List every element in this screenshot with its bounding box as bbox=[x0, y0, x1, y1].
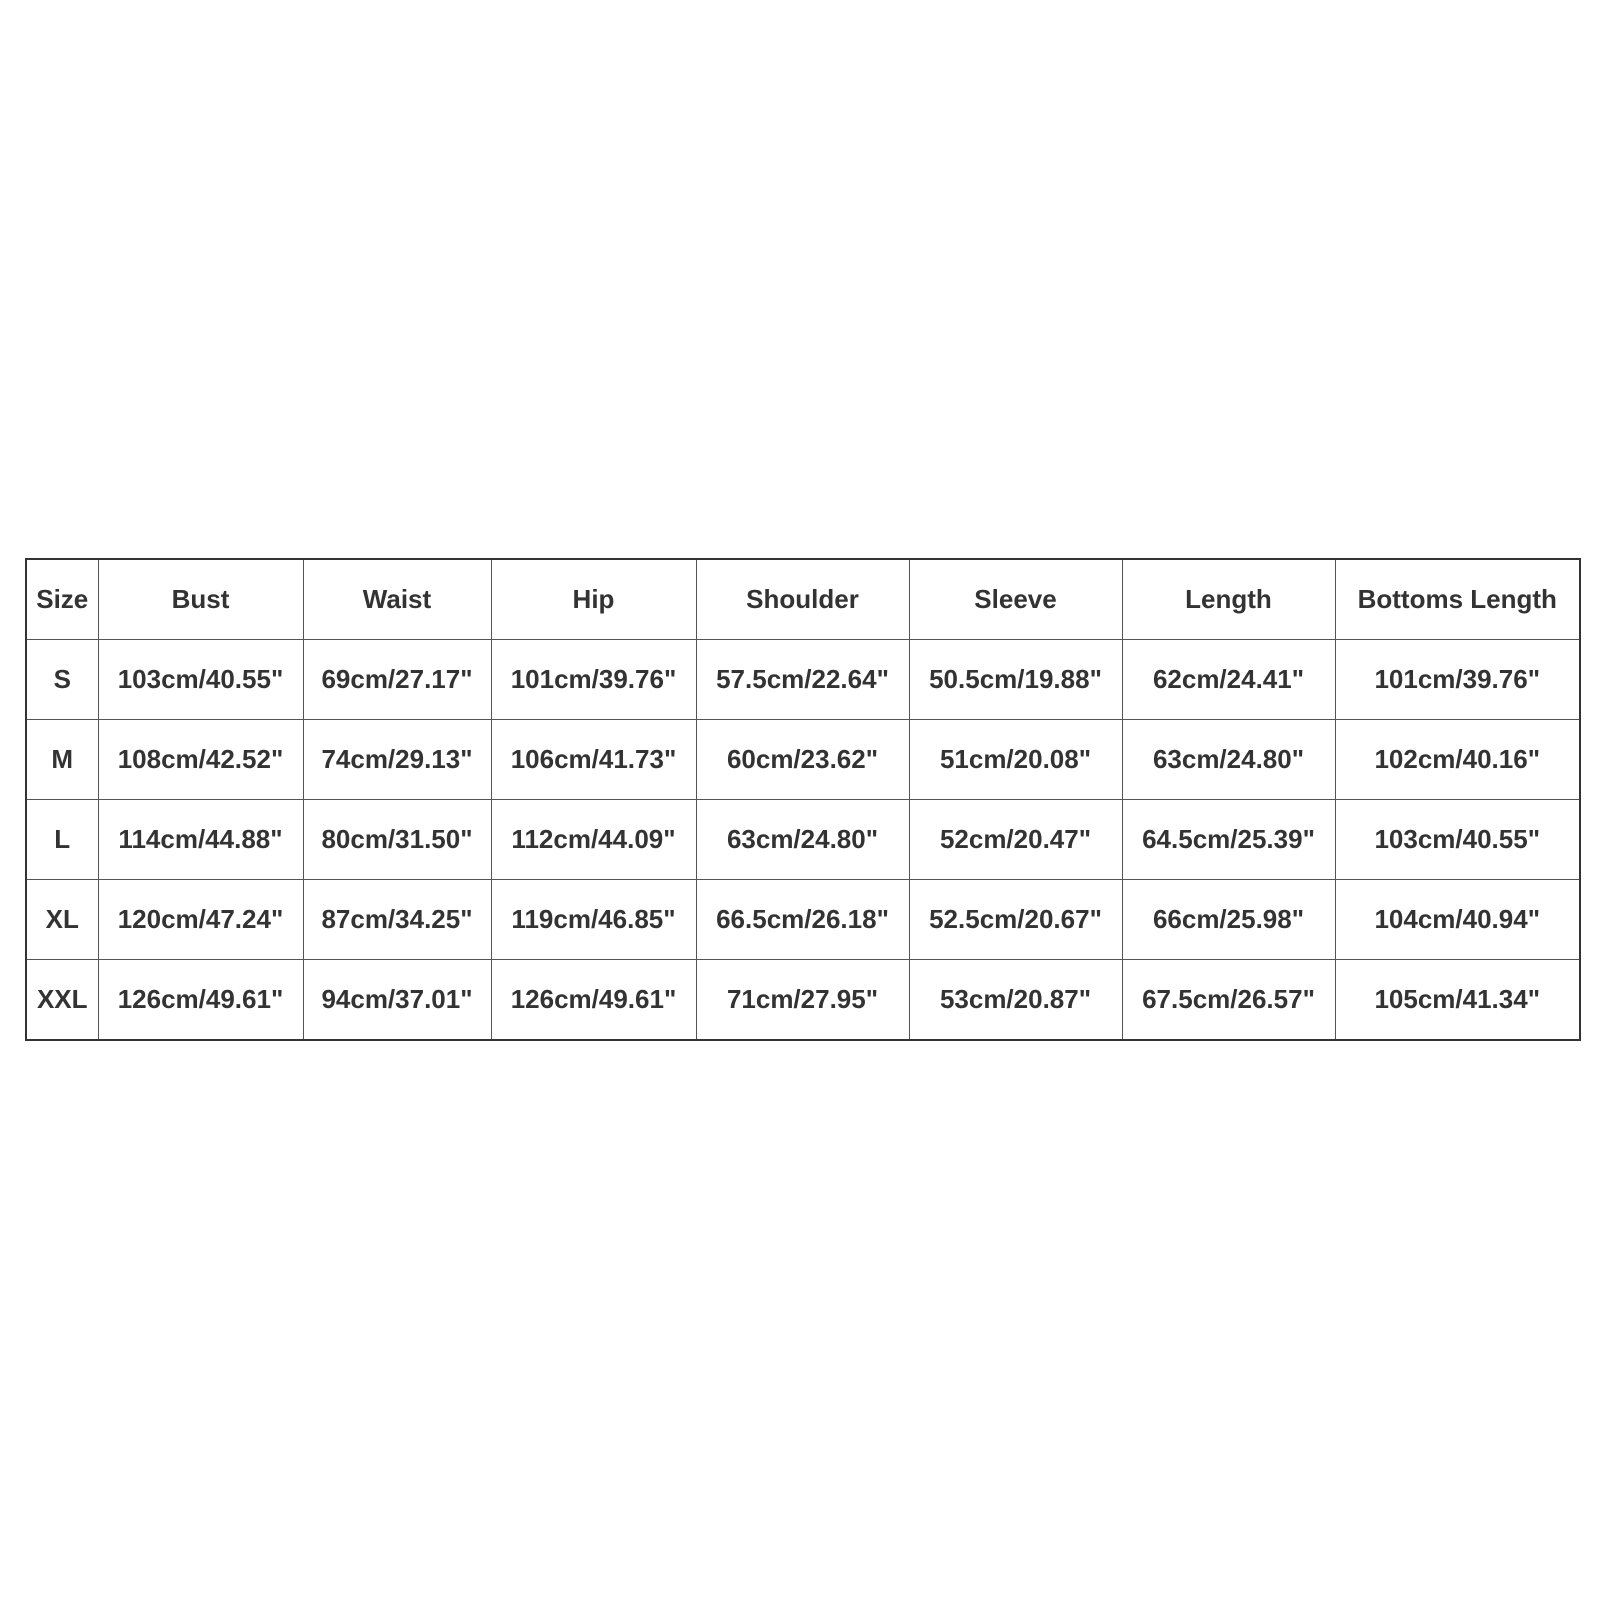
bottoms-length-cell: 103cm/40.55" bbox=[1335, 800, 1580, 880]
header-sleeve: Sleeve bbox=[909, 559, 1122, 640]
length-cell: 64.5cm/25.39" bbox=[1122, 800, 1335, 880]
bust-cell: 120cm/47.24" bbox=[98, 880, 303, 960]
waist-cell: 80cm/31.50" bbox=[303, 800, 491, 880]
sleeve-cell: 53cm/20.87" bbox=[909, 960, 1122, 1041]
header-hip: Hip bbox=[491, 559, 696, 640]
table-header-row bbox=[26, 559, 1580, 640]
length-cell: 66cm/25.98" bbox=[1122, 880, 1335, 960]
waist-cell: 94cm/37.01" bbox=[303, 960, 491, 1041]
hip-cell: 101cm/39.76" bbox=[491, 640, 696, 720]
header-bust: Bust bbox=[98, 559, 303, 640]
sleeve-cell: 52cm/20.47" bbox=[909, 800, 1122, 880]
header-length: Length bbox=[1122, 559, 1335, 640]
waist-cell: 69cm/27.17" bbox=[303, 640, 491, 720]
header-size: Size bbox=[26, 559, 98, 640]
header-bottoms-length: Bottoms Length bbox=[1335, 559, 1580, 640]
hip-cell: 106cm/41.73" bbox=[491, 720, 696, 800]
size-chart-table bbox=[25, 558, 1581, 1041]
length-cell: 63cm/24.80" bbox=[1122, 720, 1335, 800]
shoulder-cell: 66.5cm/26.18" bbox=[696, 880, 909, 960]
waist-cell: 87cm/34.25" bbox=[303, 880, 491, 960]
table-row bbox=[26, 880, 1580, 960]
size-cell: XXL bbox=[26, 960, 98, 1041]
table-row bbox=[26, 960, 1580, 1041]
table-row bbox=[26, 800, 1580, 880]
sleeve-cell: 50.5cm/19.88" bbox=[909, 640, 1122, 720]
sleeve-cell: 52.5cm/20.67" bbox=[909, 880, 1122, 960]
table-row bbox=[26, 720, 1580, 800]
table-row bbox=[26, 640, 1580, 720]
shoulder-cell: 63cm/24.80" bbox=[696, 800, 909, 880]
hip-cell: 112cm/44.09" bbox=[491, 800, 696, 880]
bottoms-length-cell: 102cm/40.16" bbox=[1335, 720, 1580, 800]
hip-cell: 119cm/46.85" bbox=[491, 880, 696, 960]
header-waist: Waist bbox=[303, 559, 491, 640]
size-cell: S bbox=[26, 640, 98, 720]
shoulder-cell: 60cm/23.62" bbox=[696, 720, 909, 800]
header-shoulder: Shoulder bbox=[696, 559, 909, 640]
length-cell: 62cm/24.41" bbox=[1122, 640, 1335, 720]
bottoms-length-cell: 104cm/40.94" bbox=[1335, 880, 1580, 960]
bottoms-length-cell: 105cm/41.34" bbox=[1335, 960, 1580, 1041]
sleeve-cell: 51cm/20.08" bbox=[909, 720, 1122, 800]
hip-cell: 126cm/49.61" bbox=[491, 960, 696, 1041]
bust-cell: 126cm/49.61" bbox=[98, 960, 303, 1041]
waist-cell: 74cm/29.13" bbox=[303, 720, 491, 800]
bust-cell: 103cm/40.55" bbox=[98, 640, 303, 720]
shoulder-cell: 71cm/27.95" bbox=[696, 960, 909, 1041]
bust-cell: 114cm/44.88" bbox=[98, 800, 303, 880]
size-cell: M bbox=[26, 720, 98, 800]
size-cell: XL bbox=[26, 880, 98, 960]
bottoms-length-cell: 101cm/39.76" bbox=[1335, 640, 1580, 720]
length-cell: 67.5cm/26.57" bbox=[1122, 960, 1335, 1041]
bust-cell: 108cm/42.52" bbox=[98, 720, 303, 800]
size-cell: L bbox=[26, 800, 98, 880]
shoulder-cell: 57.5cm/22.64" bbox=[696, 640, 909, 720]
